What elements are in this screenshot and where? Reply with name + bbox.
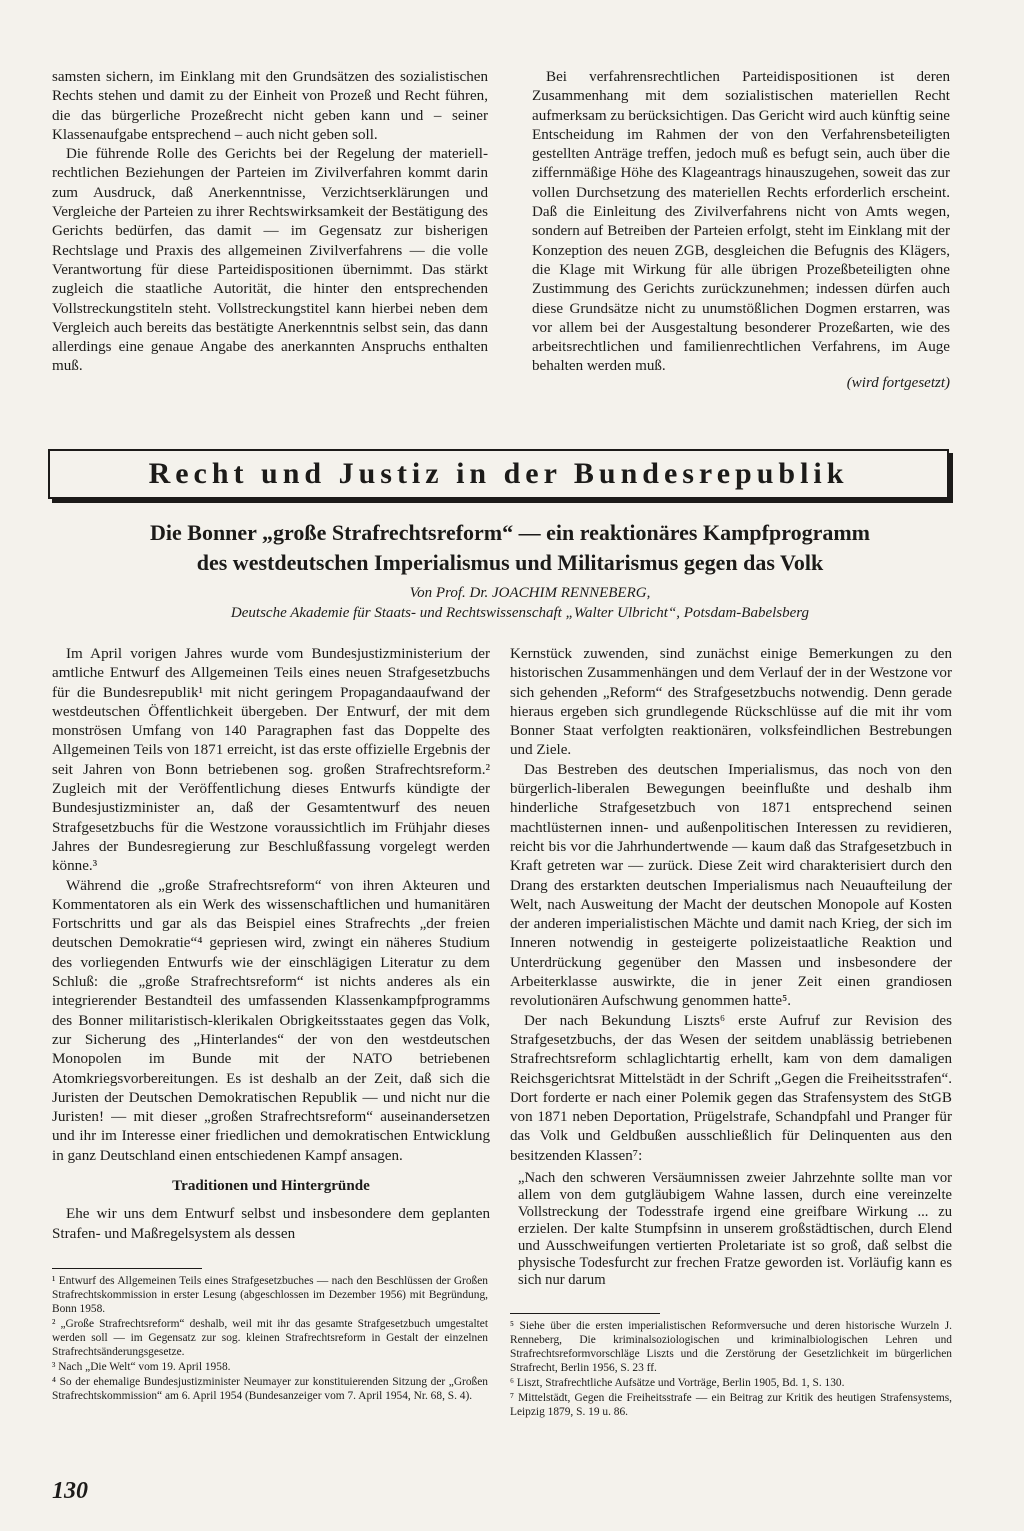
paragraph: Bei verfahrensrechtlichen Parteidispositionen ist deren Zusammenhang mit dem sozialistischen materiellen Recht aufmerksam zu berücksichtigen. Das Gericht wird auch künftig seine Entscheidung im Rahmen der von den Verfahrensbeteiligten gestellten Anträge treffen, jedoch muß es befugt sein, auch über die ziffernmäßige Höhe des Klageantrags hinauszugehen, soweit das zur vollen Durchsetzung des materiellen Rechts erforderlich erscheint. Daß die Einleitung des Zivilverfahrens nicht von Amts wegen, sondern auf Betreiben der Parteien erfolgt, steht im Einklang mit der Konzeption des neuen ZGB, desgleichen die Befugnis des Klägers, die Klage mit Wirkung für alle übrigen Prozeßbeteiligten ohne Zustimmung des Gerichts zurückzunehmen; indessen dürfen auch diese Grundsätze nicht zu unumstößlichen Dogmen erstarren, was vor allem bei der Ausgestaltung besonderer Prozeßarten, wie des arbeitsrechtlichen und familienrechtlichen Verfahrens, im Auge behalten werden muß. <box>532 69 950 375</box>
article-author <box>60 583 960 623</box>
footnote: ¹ Entwurf des Allgemeinen Teils eines Strafgesetzbuches — nach den Beschlüssen der Großen Strafrechtskommission in erster Lesung (abgeschlossen im Dezember 1956) mit Begründung, Bonn 1958. <box>52 1275 488 1315</box>
footnote-divider <box>510 1313 660 1314</box>
footnote: ⁶ Liszt, Strafrechtliche Aufsätze und Vorträge, Berlin 1905, Bd. 1, S. 130. <box>510 1377 845 1389</box>
footnotes-right <box>510 1319 952 1420</box>
footnote-divider <box>52 1268 202 1269</box>
footnotes-left <box>52 1274 488 1404</box>
article-left-column <box>52 645 490 1244</box>
article-right-column <box>510 645 952 1289</box>
continued-note: (wird fortgesetzt) <box>846 375 950 391</box>
paragraph: Ehe wir uns dem Entwurf selbst und insbesondere dem geplanten Strafen- und Maßregelsystem als dessen <box>52 1206 490 1242</box>
previous-article-right-column <box>532 68 950 377</box>
author-affiliation: Deutsche Akademie für Staats- und Rechtswissenschaft „Walter Ulbricht“, Potsdam-Babelsberg <box>230 605 810 621</box>
paragraph: Die führende Rolle des Gerichts bei der Regelung der materiell-rechtlichen Beziehungen der Parteien im Zivilverfahren kommt darin zum Ausdruck, daß Anerkenntnisse, Verzichtserklärungen und Vergleiche der Parteien zu ihrer Rechtswirksamkeit der Bestätigung des Gerichts bedürfen, das damit — im Gegensatz zur bisherigen Rechtslage und Praxis des allgemeinen Zivilverfahrens — die volle Verantwortung für diese Parteidispositionen übernimmt. Das stärkt zugleich die staatliche Autorität, die hinter den entsprechenden Vollstreckungstiteln steht. Vollstreckungstitel kann hierbei neben dem Vergleich auch bereits das bestätigte Anerkenntnis selbst sein, das dann allerdings eine genaue Angabe des anerkannten Anspruchs enthalten muß. <box>52 146 488 375</box>
paragraph: Kernstück zuwenden, sind zunächst einige Bemerkungen zu den historischen Zusammenhängen und dem Verlauf der in der Westzone vor sich gehenden „Reform“ des Strafgesetzbuchs notwendig. Denn gerade hieraus ergeben sich grundlegende Rückschlüsse auf die mit ihr vom Bonner Staat verfolgten reaktionären, volksfeindlichen Bestrebungen und Ziele. <box>510 646 952 759</box>
page-number: 130 <box>52 1478 88 1504</box>
headline-line-1: Die Bonner „große Strafrechtsreform“ — ein reaktionäres Kampfprogramm <box>150 520 870 545</box>
paragraph: Während die „große Strafrechtsreform“ von ihren Akteuren und Kommentatoren als ein Werk des wissenschaftlichen und humanitären Fortschritts und gar als das Beispiel eines Strafrechts „der freien deutschen Demokratie“⁴ gepriesen wird, zwingt ein näheres Studium des vorliegenden Entwurfs wie der einschlägigen Literatur zu dem Schluß: die „große Strafrechtsreform“ ist nichts anderes als ein integrierender Bestandteil des umfassenden Klassenkampfprogramms des Bonner militaristisch-klerikalen Obrigkeitsstaates gegen das Volk, zur Sicherung des „Hinterlandes“ der von den westdeutschen Monopolen im Bunde mit der NATO betriebenen Atomkriegsvorbereitungen. Es ist deshalb an der Zeit, daß sich die Juristen der Deutschen Demokratischen Republik — und nicht nur die Juristen! — mit dieser „großen Strafrechtsreform“ auseinandersetzen und ihr im Interesse einer friedlichen und demokratischen Entwicklung in ganz Deutschland einen entschiedenen Kampf ansagen. <box>52 877 490 1164</box>
section-subheading: Traditionen und Hintergründe <box>172 1178 370 1195</box>
author-name: Von Prof. Dr. JOACHIM RENNEBERG, <box>409 585 651 601</box>
paragraph: Das Bestreben des deutschen Imperialismus, das noch von den bürgerlich-liberalen Bewegungen beeinflußte und deshalb ihm hinderliche Strafgesetzbuch von 1871 entsprechend seinen machtlüsternen innen- und außenpolitischen Interessen zu revidieren, reicht bis vor die Jahrhundertwende — kaum daß das Strafgesetzbuch in Kraft getreten war — zurück. Diese Zeit wird charakterisiert durch den Drang des erstarkten deutschen Imperialismus nach Neuaufteilung der Welt, nach Ausweitung der Macht der deutschen Monopole auf Kosten der anderen imperialistischen Mächte und damit nach Krieg, der sich im Inneren notwendig in gesteigerte polizeistaatliche Reaktion und Unterdrückung gegenüber den Massen und insbesondere der Arbeiterklasse auswirkte, die in jener Zeit einen grandiosen revolutionären Aufschwung genommen hatte⁵. <box>510 761 952 1010</box>
article-headline <box>60 518 960 578</box>
footnote: ² „Große Strafrechtsreform“ deshalb, weil mit ihr das gesamte Strafgesetzbuch umgestaltet werden soll — im Gegensatz zur sog. kleinen Strafrechtsreform in Gestalt der einzelnen Strafrechtsänderungsgesetze. <box>52 1318 488 1358</box>
paragraph: Im April vorigen Jahres wurde vom Bundesjustizministerium der amtliche Entwurf des Allgemeinen Teils eines neuen Strafgesetzbuchs für die Bundesrepublik¹ mit nicht geringem Propagandaaufwand der westdeutschen Öffentlichkeit übergeben. Der Entwurf, der mit dem monströsen Umfang von 140 Paragraphen fast das Doppelte des Allgemeinen Teils von 1871 erreicht, ist das erste offizielle Ergebnis der seit Jahren von Bonn betriebenen sog. großen Strafrechtsreform.² Zugleich mit der Veröffentlichung dieses Entwurfs kündigte der Bundesjustizminister an, daß der Gesamtentwurf des neuen Strafgesetzbuchs für die Westzone voraussichtlich im Frühjahr dieses Jahres der Bundesregierung zur Beschlußfassung vorgelegt werden könne.³ <box>52 646 490 875</box>
quote-text: „Nach den schweren Versäumnissen zweier Jahrzehnte sollte man vor allem von dem gutgläubigem Wahne lassen, durch eine vereinzelte Vollstreckung der Todesstrafe irgend eine greifbare Wirkung ... zu erzielen. Der kalte Stumpfsinn in unserem großstädtischen, durch Elend und Ausschweifungen vertierten Proletariate ist so groß, daß selbst die physische Todesfurcht zur frechen Fratze geworden ist. Vorläufig kann es sich nur darum <box>518 1170 952 1289</box>
footnote: ³ Nach „Die Welt“ vom 19. April 1958. <box>52 1361 231 1373</box>
paragraph: Der nach Bekundung Liszts⁶ erste Aufruf zur Revision des Strafgesetzbuchs, der das Wesen der seitdem unablässig betriebenen Strafrechtsreform schlaglichtartig erhellt, kam von dem damaligen Reichsgerichtsrat Mittelstädt in der Schrift „Gegen die Freiheitsstrafen“. Dort forderte er nach einer Polemik gegen das Strafensystem des StGB von 1871 neben Deportation, Prügelstrafe, Schandpfahl und Pranger für das Volk und Geldbußen ausschließlich für Delinquenten aus den besitzenden Klassen⁷: <box>510 1012 952 1164</box>
headline-line-2: des westdeutschen Imperialismus und Militarismus gegen das Volk <box>196 550 824 575</box>
block-quote <box>518 1170 952 1289</box>
previous-article-left-column <box>52 68 488 377</box>
footnote: ⁵ Siehe über die ersten imperialistischen Reformversuche und deren historische Wurzeln J. Renneberg, Die kriminalsoziologischen und kriminalbiologischen Lehren und Strafrechtsreformvorschläge Liszts und die Zerstörung der Gesetzlichkeit im bürgerlichen Strafrecht, Berlin 1956, S. 23 ff. <box>510 1320 952 1374</box>
section-banner: Recht und Justiz in der Bundesrepublik <box>48 449 949 499</box>
footnote: ⁷ Mittelstädt, Gegen die Freiheitsstrafe — ein Beitrag zur Kritik des heutigen Strafensystems, Leipzig 1879, S. 19 u. 86. <box>510 1392 952 1418</box>
footnote: ⁴ So der ehemalige Bundesjustizminister Neumayer zur konstituierenden Sitzung der „Großen Strafrechtskommission“ am 6. April 1954 (Bundesanzeiger vom 7. April 1954, Nr. 68, S. 4). <box>52 1376 488 1402</box>
paragraph: samsten sichern, im Einklang mit den Grundsätzen des sozialistischen Rechts stehen und damit zu der Einheit von Prozeß und Recht führen, die das bürgerliche Prozeßrecht nicht geben kann und – seiner Klassenaufgabe entsprechend – auch nicht geben soll. <box>52 69 488 143</box>
